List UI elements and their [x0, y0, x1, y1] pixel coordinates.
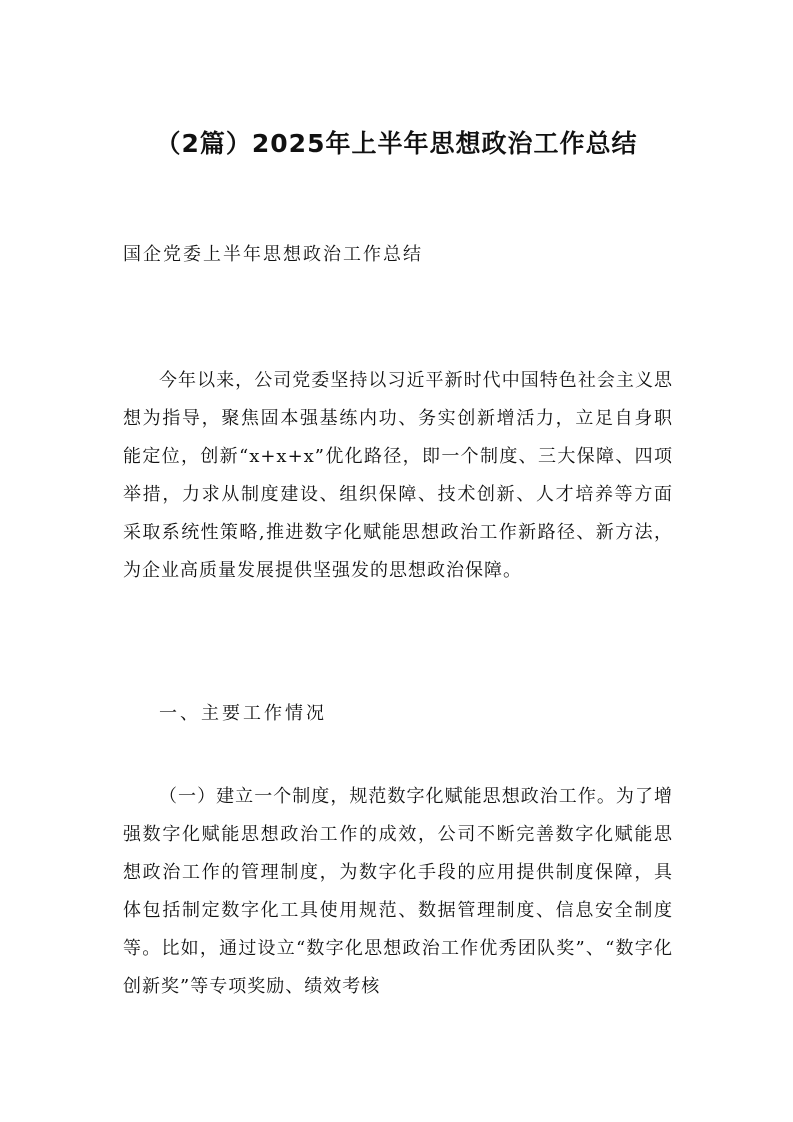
document-subtitle: 国企党委上半年思想政治工作总结 — [123, 244, 423, 265]
section-heading: 一、主要工作情况 — [159, 703, 327, 724]
body-paragraph: （一）建立一个制度，规范数字化赋能思想政治工作。为了增强数字化赋能思想政治工作的成效，公司不断完善数字化赋能思想政治工作的管理制度，为数字化手段的应用提供制度保障，具体包括制定数字化工具使用规范、数据管理制度、信息安全制度等。比如，通过设立“数字化思想政治工作优秀团队奖”、“数字化创新奖”等专项奖励、绩效考核 — [123, 786, 673, 997]
intro-paragraph: 今年以来，公司党委坚持以习近平新时代中国特色社会主义思想为指导，聚焦固本强基练内功、务实创新增活力，立足自身职能定位，创新“x+x+x”优化路径，即一个制度、三大保障、四项举措，力求从制度建设、组织保障、技术创新、人才培养等方面采取系统性策略,推进数字化赋能思想政治工作新路径、新方法，为企业高质量发展提供坚强发的思想政治保障。 — [123, 370, 673, 581]
document-title: （2篇）2025年上半年思想政治工作总结 — [155, 129, 638, 158]
